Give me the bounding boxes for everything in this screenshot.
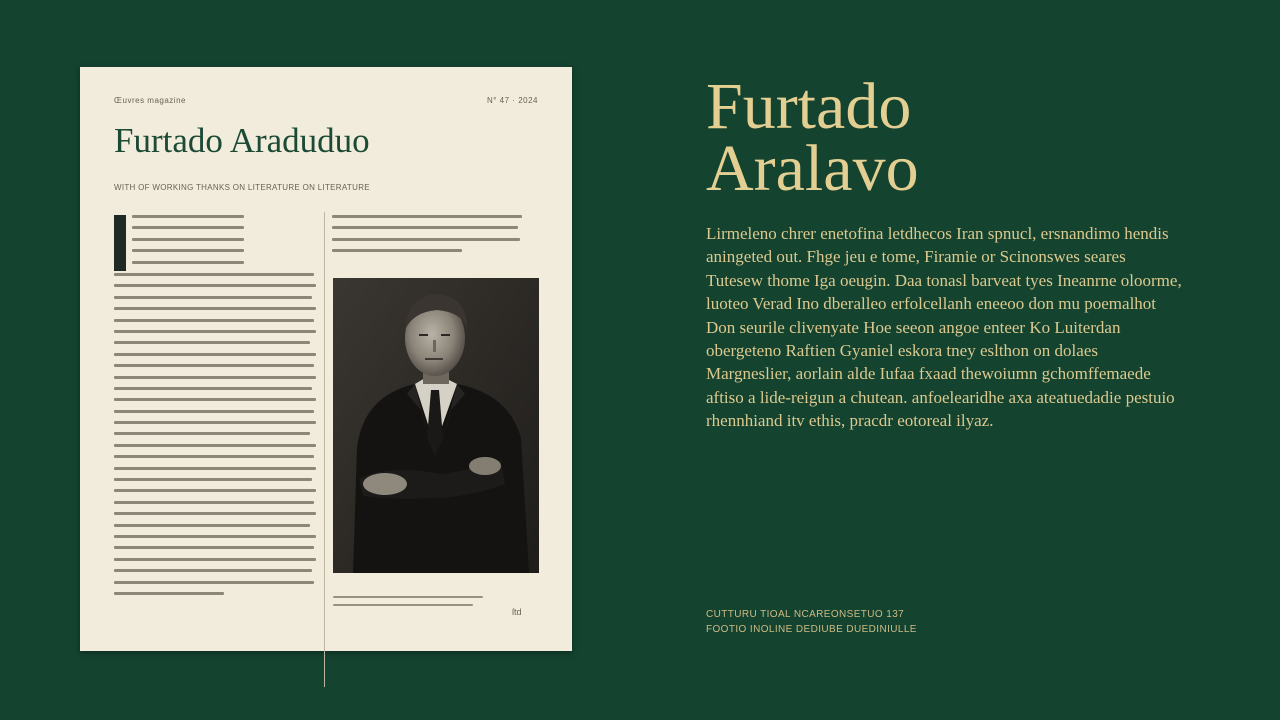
magazine-page: [80, 67, 572, 651]
hero-title-line1: Furtado: [706, 70, 912, 143]
footer-line-1: CUTTURU TIOAL NCAREONSETUO 137: [706, 609, 905, 620]
hero-title: [706, 70, 1126, 205]
article-column-right: [332, 215, 522, 261]
article-column-left: [114, 215, 318, 615]
hero-title-line2: Aralavo: [706, 132, 919, 205]
article-title: Furtado Araduduo: [114, 121, 370, 160]
signature-mark: ſtd: [512, 607, 522, 617]
portrait-illustration: [333, 278, 539, 573]
footer-line-2: FOOTIO INOLINE DEDIUBE DUEDINIULLE: [706, 624, 917, 635]
portrait-photo: [333, 278, 539, 573]
article-byline: WITH OF WORKING THANKS ON LITERATURE ON LITERATURE: [114, 183, 370, 192]
footer-credits: [706, 607, 1006, 637]
page-header: [114, 96, 538, 105]
publication-name: Œuvres magazine: [114, 96, 186, 105]
photo-caption: [333, 596, 539, 612]
column-divider: [324, 212, 325, 687]
drop-cap: [114, 215, 126, 271]
hero-body-text: Lirmeleno chrer enetofina letdhecos Iran spnucl, ersnandimo hendis aningeted out. Fhge jeu e tome, Firamie or Scinonswes seares Tutesew thome Iga oeugin. Daa tonasl barveat tyes Ineanrne oloorme, luoteo Verad Ino dberalleo erfolcellanh eneeoo don mu poemalhot Don seurile clivenyate Hoe seeon angoe enteer Ko Luiterdan obergeteno Raftien Gyaniel eskora tney eslthon on dolaes Margneslier, aorlain alde Iufaa fxaad thewoiumn gchomffemaede aftiso a lide-reigun a chutean. anfoelearidhe axa ateatuedadie pestuio rhennhiand itv ethis, pracdr eotoreal ilyaz.: [706, 224, 1182, 431]
issue-number: N° 47 · 2024: [486, 96, 538, 105]
